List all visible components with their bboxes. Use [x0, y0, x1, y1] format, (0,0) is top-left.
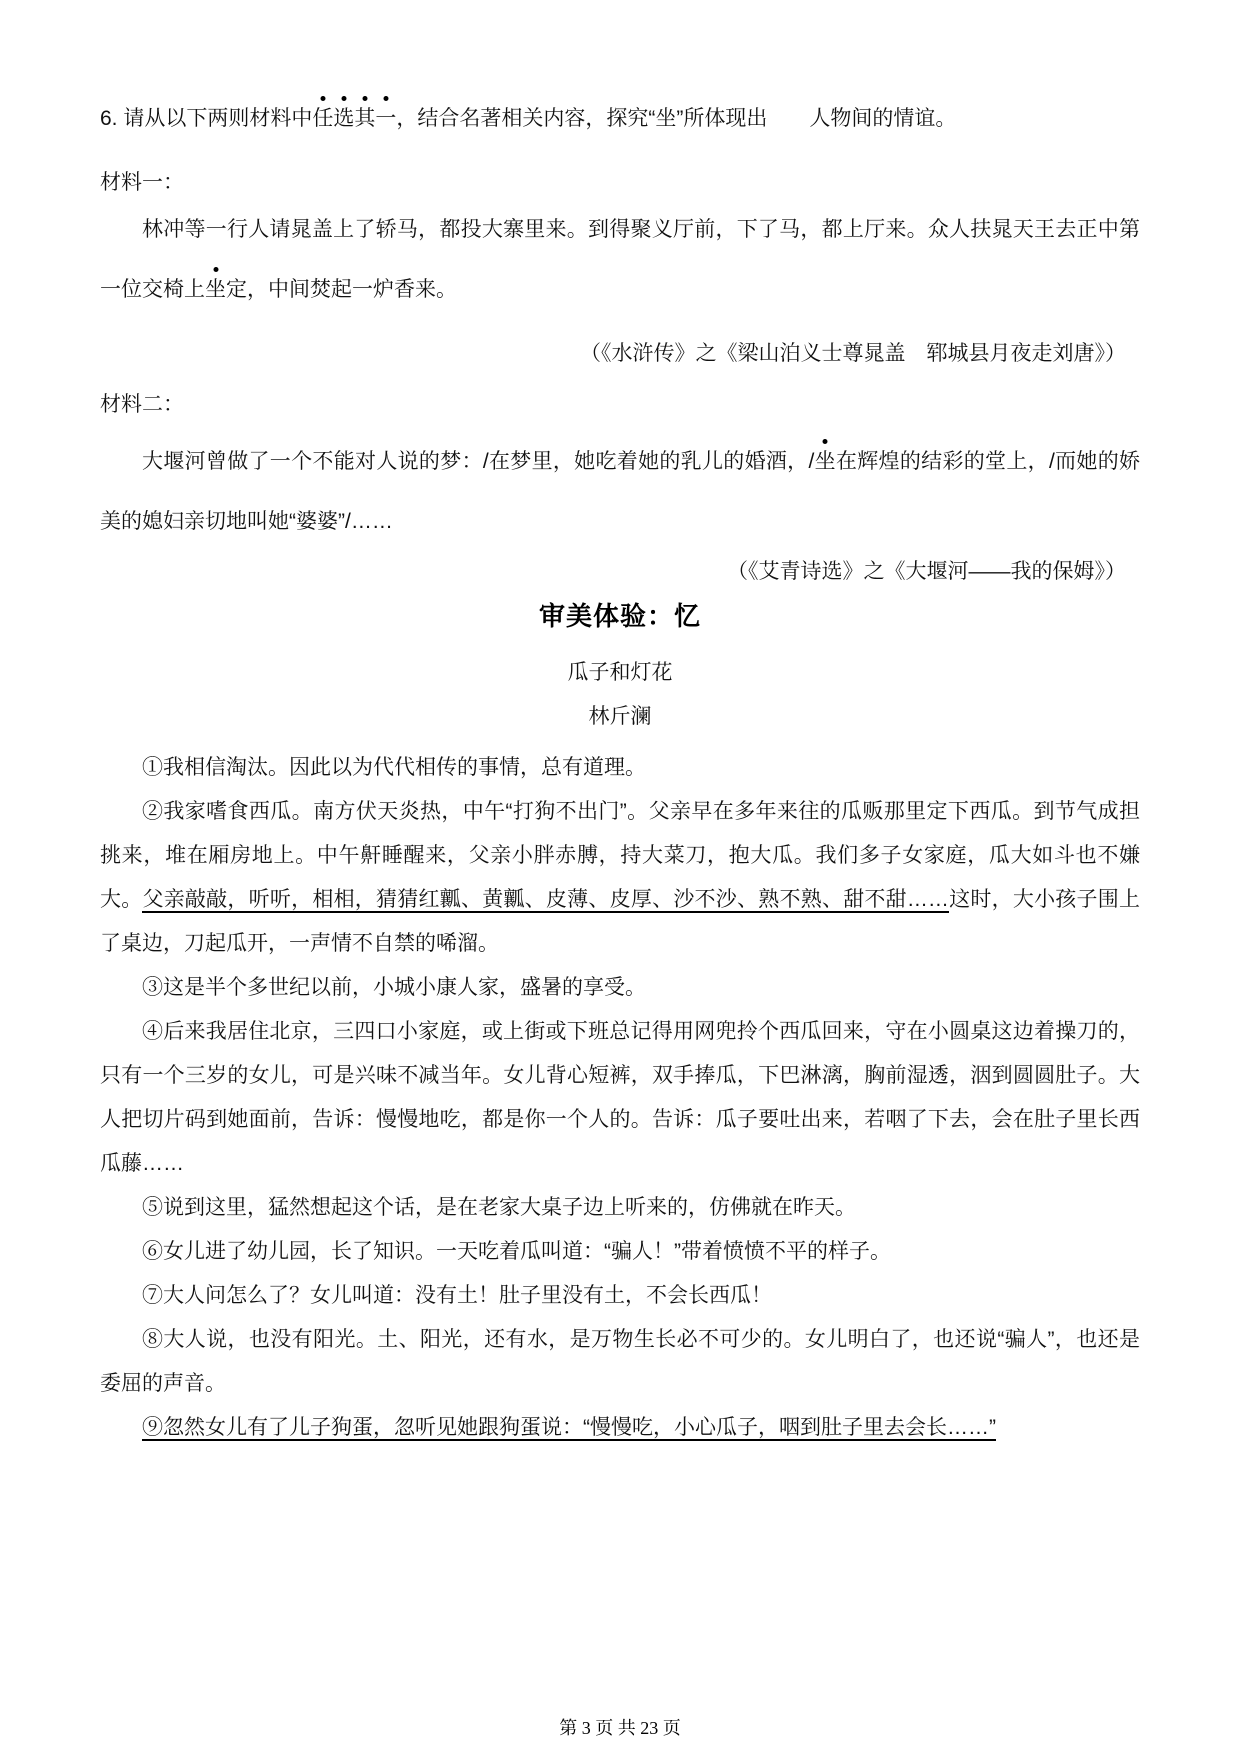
text-run: 大堰河曾做了一个不能对人说的梦：/在梦里，她吃着她的乳儿的婚酒，/ — [142, 450, 815, 473]
text-run: ⑤说到这里，猛然想起这个话，是在老家大桌子边上听来的，仿佛就在昨天。 — [142, 1196, 856, 1219]
material-1-source: （《水浒传》之《梁山泊义士尊晁盖 郓城县月夜走刘唐》） — [580, 342, 1126, 365]
text-run: ⑧大人说，也没有阳光。土、阳光，还有水，是万物生长必不可少的。女儿明白了，也还说“骗人”，也还是委屈的声音。 — [100, 1328, 1140, 1395]
essay-paragraph-4 — [100, 1010, 1140, 1186]
text-run: ，结合名著相关内容，探究“坐”所体现出 人物间的情谊。 — [396, 107, 957, 130]
essay-title: 瓜子和灯花 — [567, 661, 673, 684]
text-run: ⑦大人问怎么了？女儿叫道：没有土！肚子里没有土，不会长西瓜！ — [142, 1284, 772, 1307]
emphasis-dot-char: 任 — [312, 107, 334, 130]
emphasis-dot-char: 坐 — [205, 278, 226, 301]
text-run: ①我相信淘汰。因此以为代代相传的事情，总有道理。 — [142, 756, 646, 779]
essay-paragraph-5 — [100, 1186, 1140, 1230]
emphasis-dot-char: 选 — [333, 107, 355, 130]
material-1-label: 材料一： — [100, 171, 184, 194]
essay-author: 林斤澜 — [588, 705, 652, 728]
text-run: 林冲等一行人请晁盖上了轿马，都投大寨里来。到得聚义厅前，下了马，都上厅来。众人扶晁天王去正中第一位交椅上 — [100, 218, 1140, 301]
text-run: ③这是半个多世纪以前，小城小康人家，盛暑的享受。 — [142, 976, 646, 999]
essay-paragraph-3 — [100, 966, 1140, 1010]
material-2-label: 材料二： — [100, 393, 184, 416]
essay-paragraph-1 — [100, 746, 1140, 790]
essay-body — [100, 746, 1140, 1450]
text-run: 这时，大小孩子围上了桌边，刀起瓜开，一声情不自禁的唏溜。 — [100, 888, 1141, 955]
material-1 — [100, 168, 1140, 374]
material-2-paragraph — [100, 432, 1140, 552]
material-1-paragraph — [100, 200, 1140, 320]
section-heading: 审美体验：忆 — [538, 601, 701, 631]
essay-paragraph-7 — [100, 1274, 1140, 1318]
text-run: 6. 请从以下两则材料中 — [100, 107, 313, 130]
text-run: ②我家嗜食西瓜。南方伏天炎热，中午“打狗不出门”。父亲早在多年来往的瓜贩那里定下西瓜。到节气成担挑来，堆在厢房地上。中午鼾睡醒来，父亲小胖赤膊，持大菜刀，抱大瓜。我们多子女家庭，瓜大如斗也不嫌大。 — [100, 800, 1140, 911]
underlined-text: 父亲敲敲，听听，相相，猜猜红瓤、黄瓤、皮薄、皮厚、沙不沙、熟不熟、甜不甜…… — [142, 888, 949, 911]
emphasis-dot-char: 一 — [375, 107, 397, 130]
page-footer: 第 3 页 共 23 页 — [559, 1718, 681, 1738]
essay-paragraph-6 — [100, 1230, 1140, 1274]
material-2 — [100, 390, 1140, 592]
emphasis-dot-char: 坐 — [814, 450, 836, 473]
text-run: 在辉煌的结彩的堂上，/而她的娇美的媳妇亲切地叫她“婆婆”/…… — [100, 450, 1140, 533]
text-run: ④后来我居住北京，三四口小家庭，或上街或下班总记得用网兜拎个西瓜回来，守在小圆桌这边着操刀的，只有一个三岁的女儿，可是兴味不减当年。女儿背心短裤，双手捧瓜，下巴淋漓，胸前湿透，洇到圆圆肚子。大人把切片码到她面前，告诉：慢慢地吃，都是你一个人的。告诉：瓜子要吐出来，若咽了下去，会在肚子里长西瓜藤…… — [100, 1020, 1140, 1175]
text-run: 定，中间焚起一炉香来。 — [226, 278, 457, 301]
essay-paragraph-8 — [100, 1318, 1140, 1406]
essay-paragraph-9 — [100, 1406, 1140, 1450]
material-2-source: （《艾青诗选》之《大堰河——我的保姆》） — [727, 560, 1126, 583]
essay-paragraph-2 — [100, 790, 1140, 966]
underlined-text: ⑨忽然女儿有了儿子狗蛋，忽听见她跟狗蛋说：“慢慢吃，小心瓜子，咽到肚子里去会长……” — [142, 1416, 996, 1439]
text-run: ⑥女儿进了幼儿园，长了知识。一天吃着瓜叫道：“骗人！”带着愤愤不平的样子。 — [142, 1240, 891, 1263]
question-6 — [100, 90, 1140, 134]
emphasis-dot-char: 其 — [354, 107, 376, 130]
